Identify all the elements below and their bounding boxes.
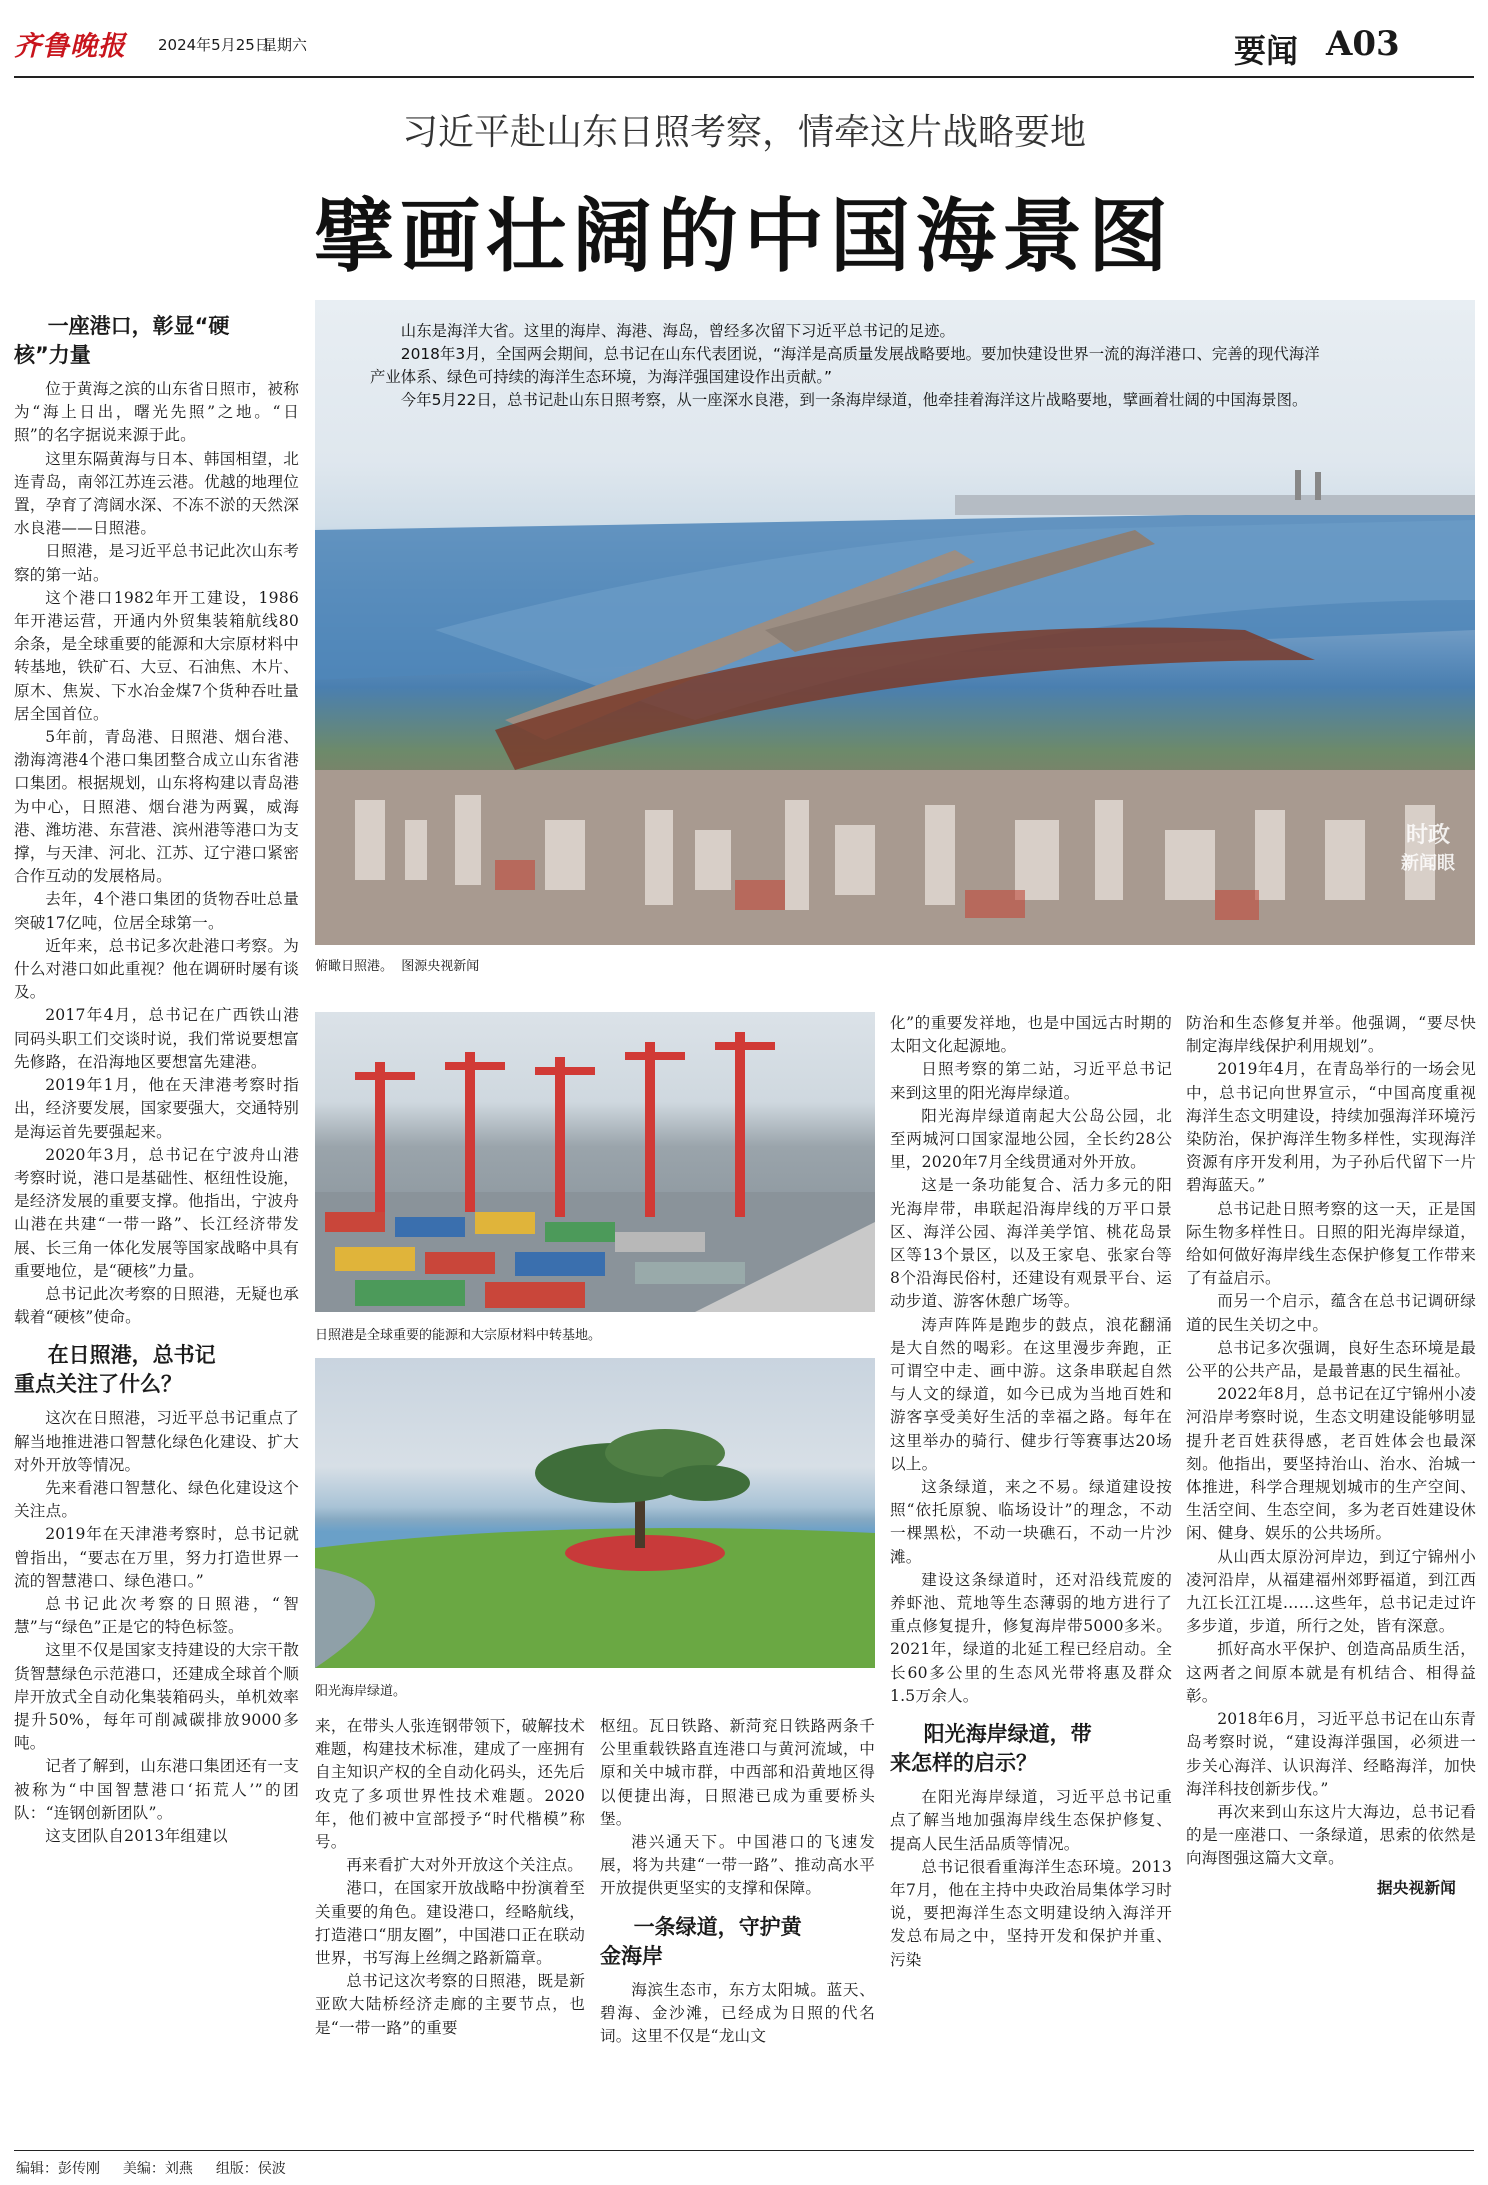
subhead-hard-core: 一座港口，彰显“硬 核”力量 [14,314,230,367]
column-3 [600,1715,875,2048]
body-paragraph: 总书记赴日照考察的这一天，正是国际生物多样性日。日照的阳光海岸绿道，给如何做好海岸线生态保护修复工作带来了有益启示。 [1186,1199,1476,1288]
body-paragraph: 5年前，青岛港、日照港、烟台港、渤海湾港4个港口集团整合成立山东省港口集团。根据规划，山东将构建以青岛港为中心，日照港、烟台港为两翼，威海港、潍坊港、东营港、滨州港等港口为支撑，与天津、河北、江苏、辽宁港口紧密合作互动的发展格局。 [14,728,299,886]
photo-container-greenway [315,1358,875,1668]
body-paragraph: 港口，在国家开放战略中扮演着至关重要的角色。建设港口，经略航线，打造港口“朋友圈”，中国港口正在联动世界，书写海上丝绸之路新篇章。 [315,1879,585,1968]
greenway-photo-caption: 阳光海岸绿道。 [315,1684,407,1699]
column-5 [1186,1012,1476,1900]
body-paragraph: 枢纽。瓦日铁路、新菏兖日铁路两条千公里重载铁路直连港口与黄河流域，中原和关中城市群，中西部和沿黄地区得以便捷出海，日照港已成为重要桥头堡。 [600,1717,875,1828]
main-photo-caption: 俯瞰日照港。 图源央视新闻 [315,959,480,974]
lead-text [370,320,1330,412]
watermark-line1: 时政 [1405,823,1450,848]
body-paragraph: 总书记多次强调，良好生态环境是最公平的公共产品，是最普惠的民生福祉。 [1186,1338,1476,1381]
body-paragraph: 这支团队自2013年组建以 [45,1826,228,1845]
footer-designer: 美编：刘燕 [122,2161,193,2177]
body-paragraph: 2017年4月，总书记在广西铁山港同码头职工们交谈时说，我们常说要想富先修路，在沿海地区要想富先建港。 [14,1006,299,1071]
subhead-rizhao-focus: 在日照港，总书记 重点关注了什么？ [14,1343,216,1397]
body-paragraph: 先来看港口智慧化、绿色化建设这个关注点。 [14,1478,299,1521]
watermark-line2: 新闻眼 [1401,853,1455,874]
body-paragraph: 日照港，是习近平总书记此次山东考察的第一站。 [14,542,299,584]
headline-kicker: 习近平赴山东日照考察，情牵这片战略要地 [401,112,1086,153]
body-paragraph: 再次来到山东这片大海边，总书记看的是一座港口、一条绿道，思索的依然是向海图强这篇大文章。 [1186,1802,1476,1868]
port-photo-caption: 日照港是全球重要的能源和大宗原材料中转基地。 [315,1328,602,1343]
section-name: 要闻 [1234,32,1299,70]
body-paragraph: 近年来，总书记多次赴港口考察。为什么对港口如此重视？他在调研时屡有谈及。 [14,936,299,1002]
body-paragraph: 从山西太原汾河岸边，到辽宁锦州小凌河沿岸，从福建福州郊野福道，到江西九江长江江堤……这些年，总书记走过许多步道，步道，所行之处，皆有深意。 [1186,1547,1476,1636]
header-rule [14,76,1474,78]
body-paragraph: 2019年4月，在青岛举行的一场会见中，总书记向世界宣示，“中国高度重视海洋生态文明建设，持续加强海洋环境污染防治，保护海洋生物多样性，实现海洋资源有序开发利用，为子孙后代留下一片碧海蓝天。” [1186,1060,1476,1195]
body-paragraph: 总书记此次考察的日照港，“智慧”与“绿色”正是它的特色标签。 [14,1594,299,1637]
lead-paragraph: 山东是海洋大省。这里的海岸、海港、海岛，曾经多次留下习近平总书记的足迹。 [400,322,955,340]
subhead-greenway-insight: 阳光海岸绿道，带 来怎样的启示？ [890,1722,1092,1776]
body-paragraph: 港兴通天下。中国港口的飞速发展，将为共建“一带一路”、推动高水平开放提供更坚实的支撑和保障。 [600,1833,875,1898]
body-paragraph: 海滨生态市，东方太阳城。蓝天、碧海、金沙滩，已经成为日照的代名词。这里不仅是“龙山文 [600,1980,875,2046]
body-paragraph: 这次在日照港，习近平总书记重点了解当地推进港口智慧化绿色化建设、扩大对外开放等情况。 [14,1409,299,1474]
body-paragraph: 而另一个启示，蕴含在总书记调研绿道的民生关切之中。 [1186,1292,1476,1334]
lead-paragraph: 今年5月22日，总书记赴山东日照考察，从一座深水良港，到一条海岸绿道，他牵挂着海洋这片战略要地，擘画着壮阔的中国海景图。 [400,391,1308,409]
body-paragraph: 这个港口1982年开工建设，1986年开港运营，开通内外贸集装箱航线80余条，是全球重要的能源和大宗原材料中转基地，铁矿石、大豆、石油焦、木片、原木、焦炭、下水冶金煤7个货种吞吐量居全国首位。 [14,588,299,723]
body-paragraph: 这条绿道，来之不易。绿道建设按照“依托原貌、临场设计”的理念，不动一棵黑松，不动一块礁石，不动一片沙滩。 [890,1478,1172,1566]
column-4 [890,1012,1172,1972]
body-paragraph: 记者了解到，山东港口集团还有一支被称为“中国智慧港口‘拓荒人’”的团队：“连钢创新团队”。 [14,1757,299,1822]
footer-credits [16,2158,286,2178]
body-paragraph: 来，在带头人张连钢带领下，破解技术难题，构建技术标准，建成了一座拥有自主知识产权的全自动化码头，还先后攻克了多项世界性技术难题。2020年，他们被中宣部授予“时代楷模”称号。 [315,1717,585,1852]
headline-main: 擘画壮阔的中国海景图 [314,189,1174,283]
body-paragraph: 抓好高水平保护、创造高品质生活，这两者之间原本就是有机结合、相得益彰。 [1186,1640,1476,1705]
watermark-badge [1401,818,1455,875]
body-paragraph: 2022年8月，总书记在辽宁锦州小凌河沿岸考察时说，生态文明建设能够明显提升老百姓获得感，老百姓体会也最深刻。他指出，要坚持治山、治水、治城一体推进，科学合理规划城市的生产空间、生活空间、生态空间，多为老百姓建设休闲、健身、娱乐的公共场所。 [1186,1385,1476,1543]
body-paragraph: 这是一条功能复合、活力多元的阳光海岸带，串联起沿海岸线的万平口景区、海洋公园、海洋美学馆、桃花岛景区等13个景区，以及王家皂、张家台等8个沿海民俗村，还建设有观景平台、运动步道、游客休憩广场等。 [890,1176,1172,1311]
body-paragraph: 总书记这次考察的日照港，既是新亚欧大陆桥经济走廊的主要节点，也是“一带一路”的重要 [315,1972,585,2037]
subhead-greenway: 一条绿道，守护黄 金海岸 [600,1914,802,1968]
body-paragraph: 这里东隔黄海与日本、韩国相望，北连青岛，南邻江苏连云港。优越的地理位置，孕育了湾阔水深、不冻不淤的天然深水良港——日照港。 [14,449,299,538]
body-paragraph: 去年，4个港口集团的货物吞吐总量突破17亿吨，位居全球第一。 [14,890,299,932]
column-2 [315,1715,585,2040]
body-paragraph: 在阳光海岸绿道，习近平总书记重点了解当地加强海岸线生态保护修复、提高人民生活品质等情况。 [890,1788,1172,1853]
body-paragraph: 2020年3月，总书记在宁波舟山港考察时说，港口是基础性、枢纽性设施，是经济发展的重要支撑。他指出，宁波舟山港在共建“一带一路”、长江经济带发展、长三角一体化发展等国家战略中具有重要地位，是“硬核”力量。 [14,1145,299,1280]
body-paragraph: 位于黄海之滨的山东省日照市，被称为“海上日出，曙光先照”之地。“日照”的名字据说来源于此。 [14,380,299,445]
photo-container-port [315,1012,875,1312]
footer-proof: 组版：侯波 [215,2161,286,2177]
main-photo-rizhao-port [315,300,1475,945]
body-paragraph: 涛声阵阵是跑步的鼓点，浪花翻涌是大自然的喝彩。在这里漫步奔跑，正可谓空中走、画中游。这条串联起自然与人文的绿道，如今已成为当地百姓和游客享受美好生活的幸福之路。每年在这里举办的骑行、健步行等赛事达20场以上。 [890,1315,1172,1473]
masthead-logo: 齐鲁晚报 [14,31,126,62]
lead-paragraph: 2018年3月，全国两会期间，总书记在山东代表团说，“海洋是高质量发展战略要地。要加快建设世界一流的海洋港口、完善的现代海洋产业体系、绿色可持续的海洋生态环境，为海洋强国建设作出贡献。” [370,345,1320,386]
body-paragraph: 2019年在天津港考察时，总书记就曾指出，“要志在万里，努力打造世界一流的智慧港口、绿色港口。” [14,1525,299,1590]
issue-date: 2024年5月25日 [158,36,270,54]
body-paragraph: 2019年1月，他在天津港考察时指出，经济要发展，国家要强大，交通特别是海运首先要强起来。 [14,1076,299,1141]
body-paragraph: 总书记此次考察的日照港，无疑也承载着“硬核”使命。 [14,1284,299,1327]
body-paragraph: 阳光海岸绿道南起大公岛公园，北至两城河口国家湿地公园，全长约28公里，2020年7月全线贯通对外开放。 [890,1106,1172,1172]
body-paragraph: 这里不仅是国家支持建设的大宗干散货智慧绿色示范港口，还建成全球首个顺岸开放式全自动化集装箱码头，单机效率提升50%，每年可削减碳排放9000多吨。 [14,1641,299,1753]
body-paragraph: 建设这条绿道时，还对沿线荒废的养虾池、荒地等生态薄弱的地方进行了重点修复提升，修复海岸带5000多米。2021年，绿道的北延工程已经启动。全长60多公里的生态风光带将惠及群众1.5万余人。 [890,1570,1172,1705]
body-paragraph: 防治和生态修复并举。他强调，“要尽快制定海岸线保护利用规划”。 [1186,1014,1476,1056]
body-paragraph: 化”的重要发祥地，也是中国远古时期的太阳文化起源地。 [890,1014,1172,1056]
page-number: A03 [1326,24,1400,64]
column-1 [14,312,299,1848]
body-paragraph: 总书记很看重海洋生态环境。2013年7月，他在主持中央政治局集体学习时说，要把海洋生态文明建设纳入海洋开发总布局之中，坚持开发和保护并重、污染 [890,1857,1172,1969]
footer-rule [14,2150,1474,2151]
body-paragraph: 2018年6月，习近平总书记在山东青岛考察时说，“建设海洋强国，必须进一步关心海洋、认识海洋、经略海洋，加快海洋科技创新步伐。” [1186,1710,1476,1798]
body-paragraph: 再来看扩大对外开放这个关注点。 [346,1856,584,1875]
footer-editor: 编辑：彭传刚 [16,2161,100,2177]
article-source: 据央视新闻 [1377,1878,1456,1897]
issue-weekday: 星期六 [262,36,308,54]
body-paragraph: 日照考察的第二站，习近平总书记来到这里的阳光海岸绿道。 [890,1060,1172,1102]
